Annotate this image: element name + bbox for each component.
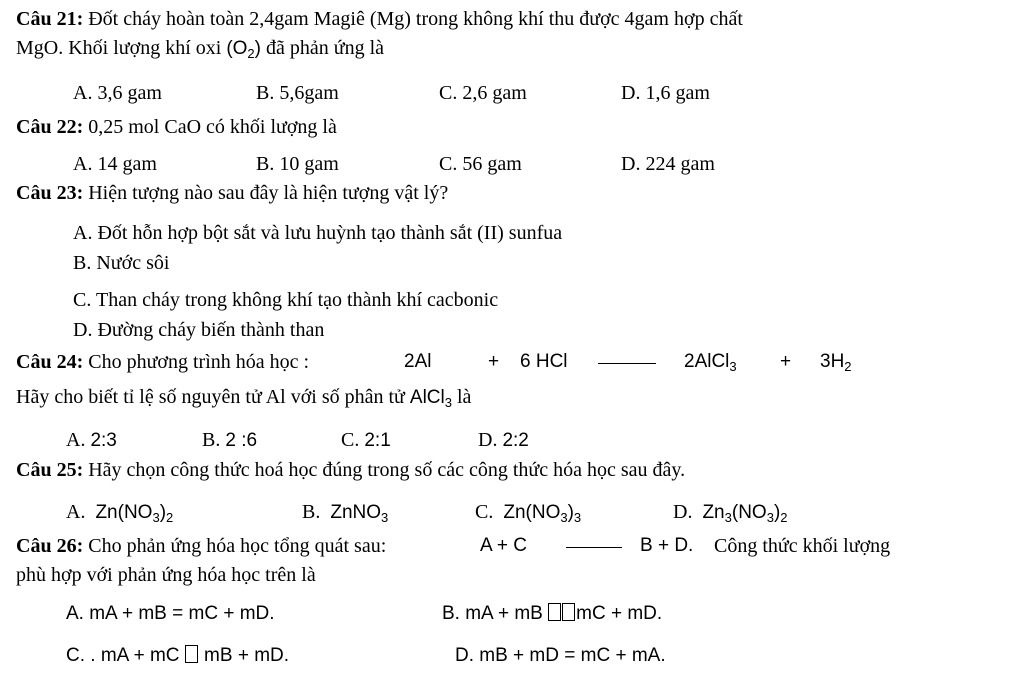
q26-option-b: B. mA + mB mC + mD. bbox=[442, 603, 663, 624]
q26-option-d: D. mB + mD = mC + mA. bbox=[455, 645, 666, 666]
q22-option-c: C. 56 gam bbox=[439, 153, 522, 175]
equation-plus-1: + bbox=[488, 351, 500, 372]
q21-option-d: D. 1,6 gam bbox=[621, 82, 710, 104]
q25-option-a: A. $Zn(NO_3)_2$ bbox=[66, 501, 174, 525]
question-21-text: Đốt cháy hoàn toàn 2,4gam Magiê (Mg) trong không khí thu được 4gam hợp chất bbox=[83, 8, 743, 30]
q23-option-a: A. Đốt hỗn hợp bột sắt và lưu huỳnh tạo thành sắt (II) sunfua bbox=[73, 222, 563, 244]
question-21-line2 bbox=[16, 36, 384, 61]
oxygen-formula: $(O_2)$ bbox=[226, 38, 261, 61]
q25-option-c: C. $Zn(NO_3)_3$ bbox=[475, 501, 582, 525]
alcl3-formula: AlCl$_3$ bbox=[409, 387, 452, 410]
q24-option-d: D. 2:2 bbox=[478, 429, 529, 451]
question-23-text: Hiện tượng nào sau đây là hiện tượng vật lý? bbox=[83, 182, 449, 204]
question-22-text: 0,25 mol CaO có khối lượng là bbox=[83, 116, 337, 138]
question-21-text2: MgO. Khối lượng khí oxi bbox=[16, 37, 227, 59]
equation-product-h2: $3H_2$ bbox=[820, 351, 852, 374]
q26-option-c: C. . mA + mC mB + mD. bbox=[66, 645, 290, 666]
equation-plus-2: + bbox=[780, 351, 792, 372]
question-25-text: Hãy chọn công thức hoá học đúng trong số các công thức hóa học sau đây. bbox=[83, 459, 686, 481]
question-24-label: Câu 24: bbox=[16, 351, 84, 373]
q22-option-b: B. 10 gam bbox=[256, 153, 339, 175]
equation-reactant-hcl: 6 HCl bbox=[520, 351, 568, 372]
q24-option-c: C. 2:1 bbox=[341, 429, 391, 451]
question-24-text: Cho phương trình hóa học : bbox=[83, 351, 310, 373]
q21-option-b: B. 5,6gam bbox=[256, 82, 339, 104]
missing-symbol-icon bbox=[185, 645, 198, 663]
q23-option-b: B. Nước sôi bbox=[73, 252, 170, 274]
question-22 bbox=[16, 115, 337, 139]
equation-reactant-al: 2Al bbox=[404, 351, 432, 372]
question-26-text: Cho phản ứng hóa học tổng quát sau: bbox=[83, 535, 387, 557]
question-26-line2: phù hợp với phản ứng hóa học trên là bbox=[16, 564, 316, 586]
question-23 bbox=[16, 181, 448, 205]
question-21-label: Câu 21: bbox=[16, 8, 84, 30]
question-24 bbox=[16, 350, 309, 374]
missing-symbol-icon bbox=[548, 603, 561, 621]
q23-option-d: D. Đường cháy biến thành than bbox=[73, 319, 325, 341]
equation-product-alcl3: 2AlCl$_3$ bbox=[684, 351, 737, 374]
q24-option-b: B. 2 :6 bbox=[202, 429, 258, 451]
question-24-text3: là bbox=[451, 386, 472, 408]
q25-option-d: D. $Zn_3(NO_3)_2$ bbox=[673, 501, 788, 525]
q22-option-d: D. 224 gam bbox=[621, 153, 715, 175]
q23-option-c: C. Than cháy trong không khí tạo thành khí cacbonic bbox=[73, 289, 499, 311]
missing-symbol-icon bbox=[562, 603, 575, 621]
q24-option-a: A. 2:3 bbox=[66, 429, 117, 451]
question-26 bbox=[16, 534, 386, 558]
q25-option-b: B. ZnNO$_3$ bbox=[302, 501, 389, 525]
question-21-text3: đã phản ứng là bbox=[260, 37, 385, 59]
q21-option-c: C. 2,6 gam bbox=[439, 82, 527, 104]
question-26-label: Câu 26: bbox=[16, 535, 84, 557]
question-25 bbox=[16, 458, 685, 482]
question-21 bbox=[16, 7, 743, 31]
q21-option-a: A. 3,6 gam bbox=[73, 82, 162, 104]
question-25-label: Câu 25: bbox=[16, 459, 84, 481]
question-24-line2 bbox=[16, 385, 471, 410]
question-24-text2: Hãy cho biết tỉ lệ số nguyên tử Al với số phân tử bbox=[16, 386, 410, 408]
reaction-arrow-24 bbox=[598, 350, 656, 374]
general-reaction-rhs: B + D. bbox=[640, 535, 694, 556]
general-reaction-lhs: A + C bbox=[480, 535, 527, 556]
q26-option-a: A. mA + mB = mC + mD. bbox=[66, 603, 275, 624]
reaction-arrow-26 bbox=[566, 534, 622, 558]
question-23-label: Câu 23: bbox=[16, 182, 84, 204]
q22-option-a: A. 14 gam bbox=[73, 153, 157, 175]
question-22-label: Câu 22: bbox=[16, 116, 84, 138]
question-26-text2: Công thức khối lượng bbox=[714, 535, 891, 557]
